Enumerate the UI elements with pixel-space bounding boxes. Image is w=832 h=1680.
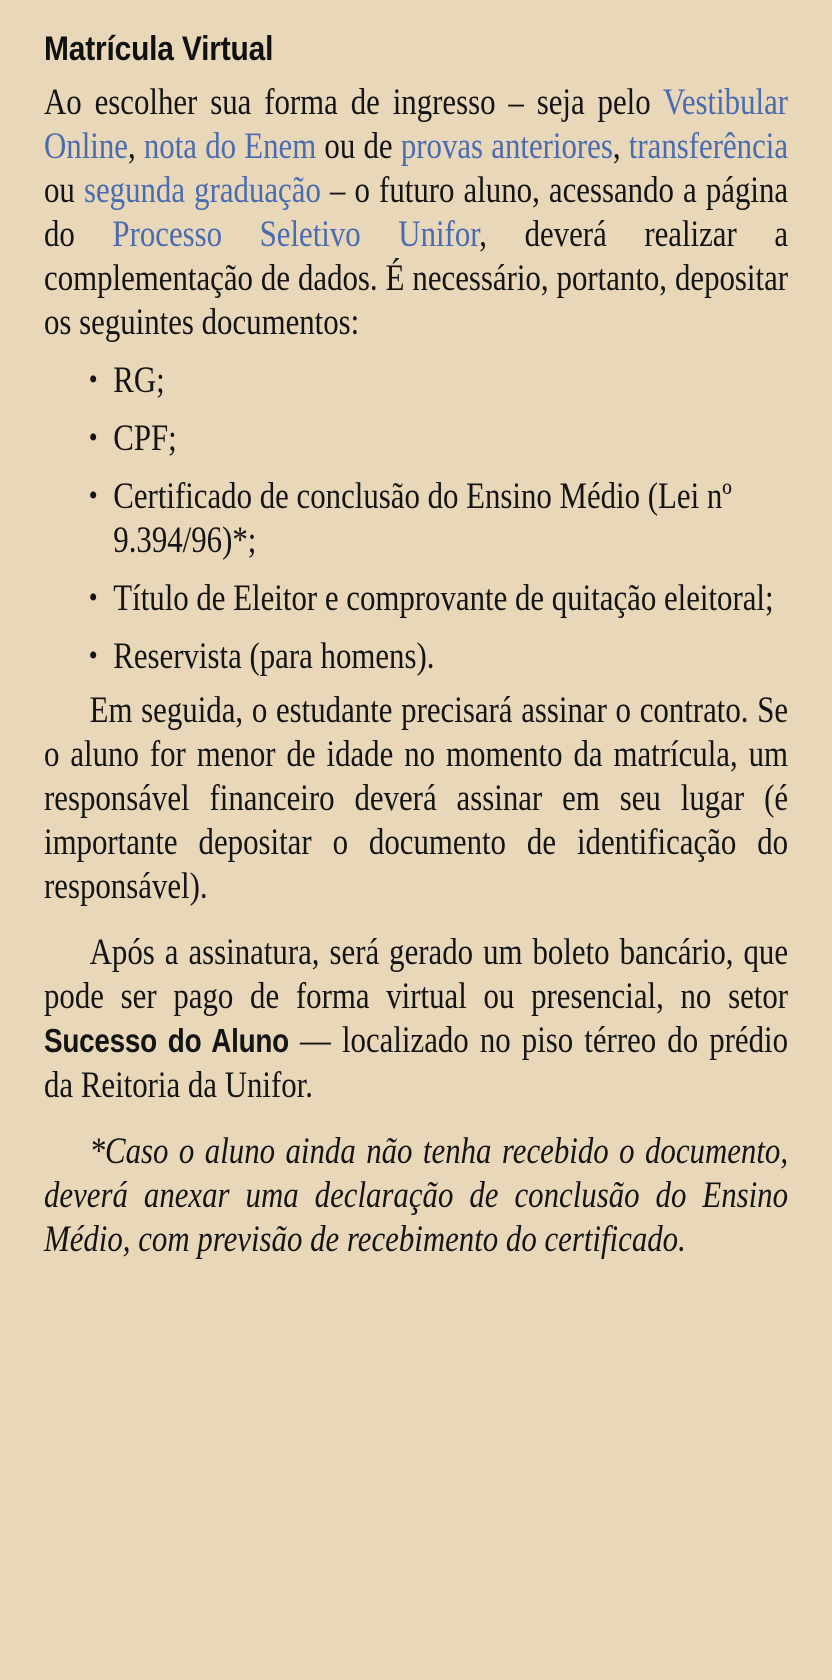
list-item-label: Título de Eleitor e comprovante de quitação eleitoral; xyxy=(113,577,774,618)
intro-text-segment-5: ou xyxy=(44,169,84,210)
boleto-text-segment-1: Após a assinatura, será gerado um boleto bancário, que pode ser pago de forma virtual ou presencial, no setor xyxy=(44,931,789,1016)
paragraph-spacer xyxy=(44,908,788,930)
required-documents-list xyxy=(44,358,788,678)
list-item-label: Certificado de conclusão do Ensino Médio (Lei nº 9.394/96)*; xyxy=(113,475,732,560)
page-title: Matrícula Virtual xyxy=(44,30,274,68)
intro-text-segment-3: ou de xyxy=(316,125,401,166)
list-item xyxy=(44,576,788,620)
intro-text-segment-6: – o futuro aluno, acessando a página do xyxy=(44,169,789,254)
bullet-icon: • xyxy=(88,363,98,396)
intro-text-segment-4: , xyxy=(612,125,629,166)
bullet-icon: • xyxy=(88,421,98,454)
footnote-paragraph: *Caso o aluno ainda não tenha recebido o documento, deverá anexar uma declaração de conclusão do Ensino Médio, com previsão de recebimento do certificado. xyxy=(44,1130,789,1259)
link-transferencia[interactable]: transferência xyxy=(628,125,789,166)
boleto-text-segment-2: — localizado no piso térreo do prédio da Reitoria da Unifor. xyxy=(44,1019,789,1105)
link-processo-seletivo-unifor[interactable]: Processo Seletivo Unifor xyxy=(112,213,480,254)
list-item-label: CPF; xyxy=(113,417,177,458)
bullet-icon: • xyxy=(88,581,98,614)
link-vestibular-online[interactable]: Vestibular Online xyxy=(44,81,789,166)
intro-text-segment-2: , xyxy=(127,125,144,166)
intro-text-segment-7: , deverá realizar a complementação de dados. É necessário, portanto, depositar os seguintes documentos: xyxy=(44,213,789,342)
bullet-icon: • xyxy=(88,479,98,512)
sector-name-emphasis: Sucesso do Aluno xyxy=(44,1022,289,1059)
list-item-label: RG; xyxy=(113,359,165,400)
paragraph-boleto xyxy=(44,930,788,1107)
bullet-icon: • xyxy=(88,639,98,672)
link-nota-do-enem[interactable]: nota do Enem xyxy=(143,125,317,166)
link-provas-anteriores[interactable]: provas anteriores xyxy=(400,125,613,166)
article-body xyxy=(44,80,788,1261)
list-item xyxy=(44,358,788,402)
list-item xyxy=(44,416,788,460)
intro-paragraph xyxy=(44,80,788,344)
list-item xyxy=(44,634,788,678)
footnote-spacer xyxy=(44,1107,788,1129)
paragraph-contract: Em seguida, o estudante precisará assinar o contrato. Se o aluno for menor de idade no momento da matrícula, um responsável financeiro deverá assinar em seu lugar (é importante depositar o documento de identificação do responsável). xyxy=(44,689,789,906)
link-segunda-graduacao[interactable]: segunda graduação xyxy=(83,169,321,210)
list-item xyxy=(44,474,788,562)
list-item-label: Reservista (para homens). xyxy=(113,635,435,676)
intro-text-segment-1: Ao escolher sua forma de ingresso – seja pelo xyxy=(44,81,663,122)
